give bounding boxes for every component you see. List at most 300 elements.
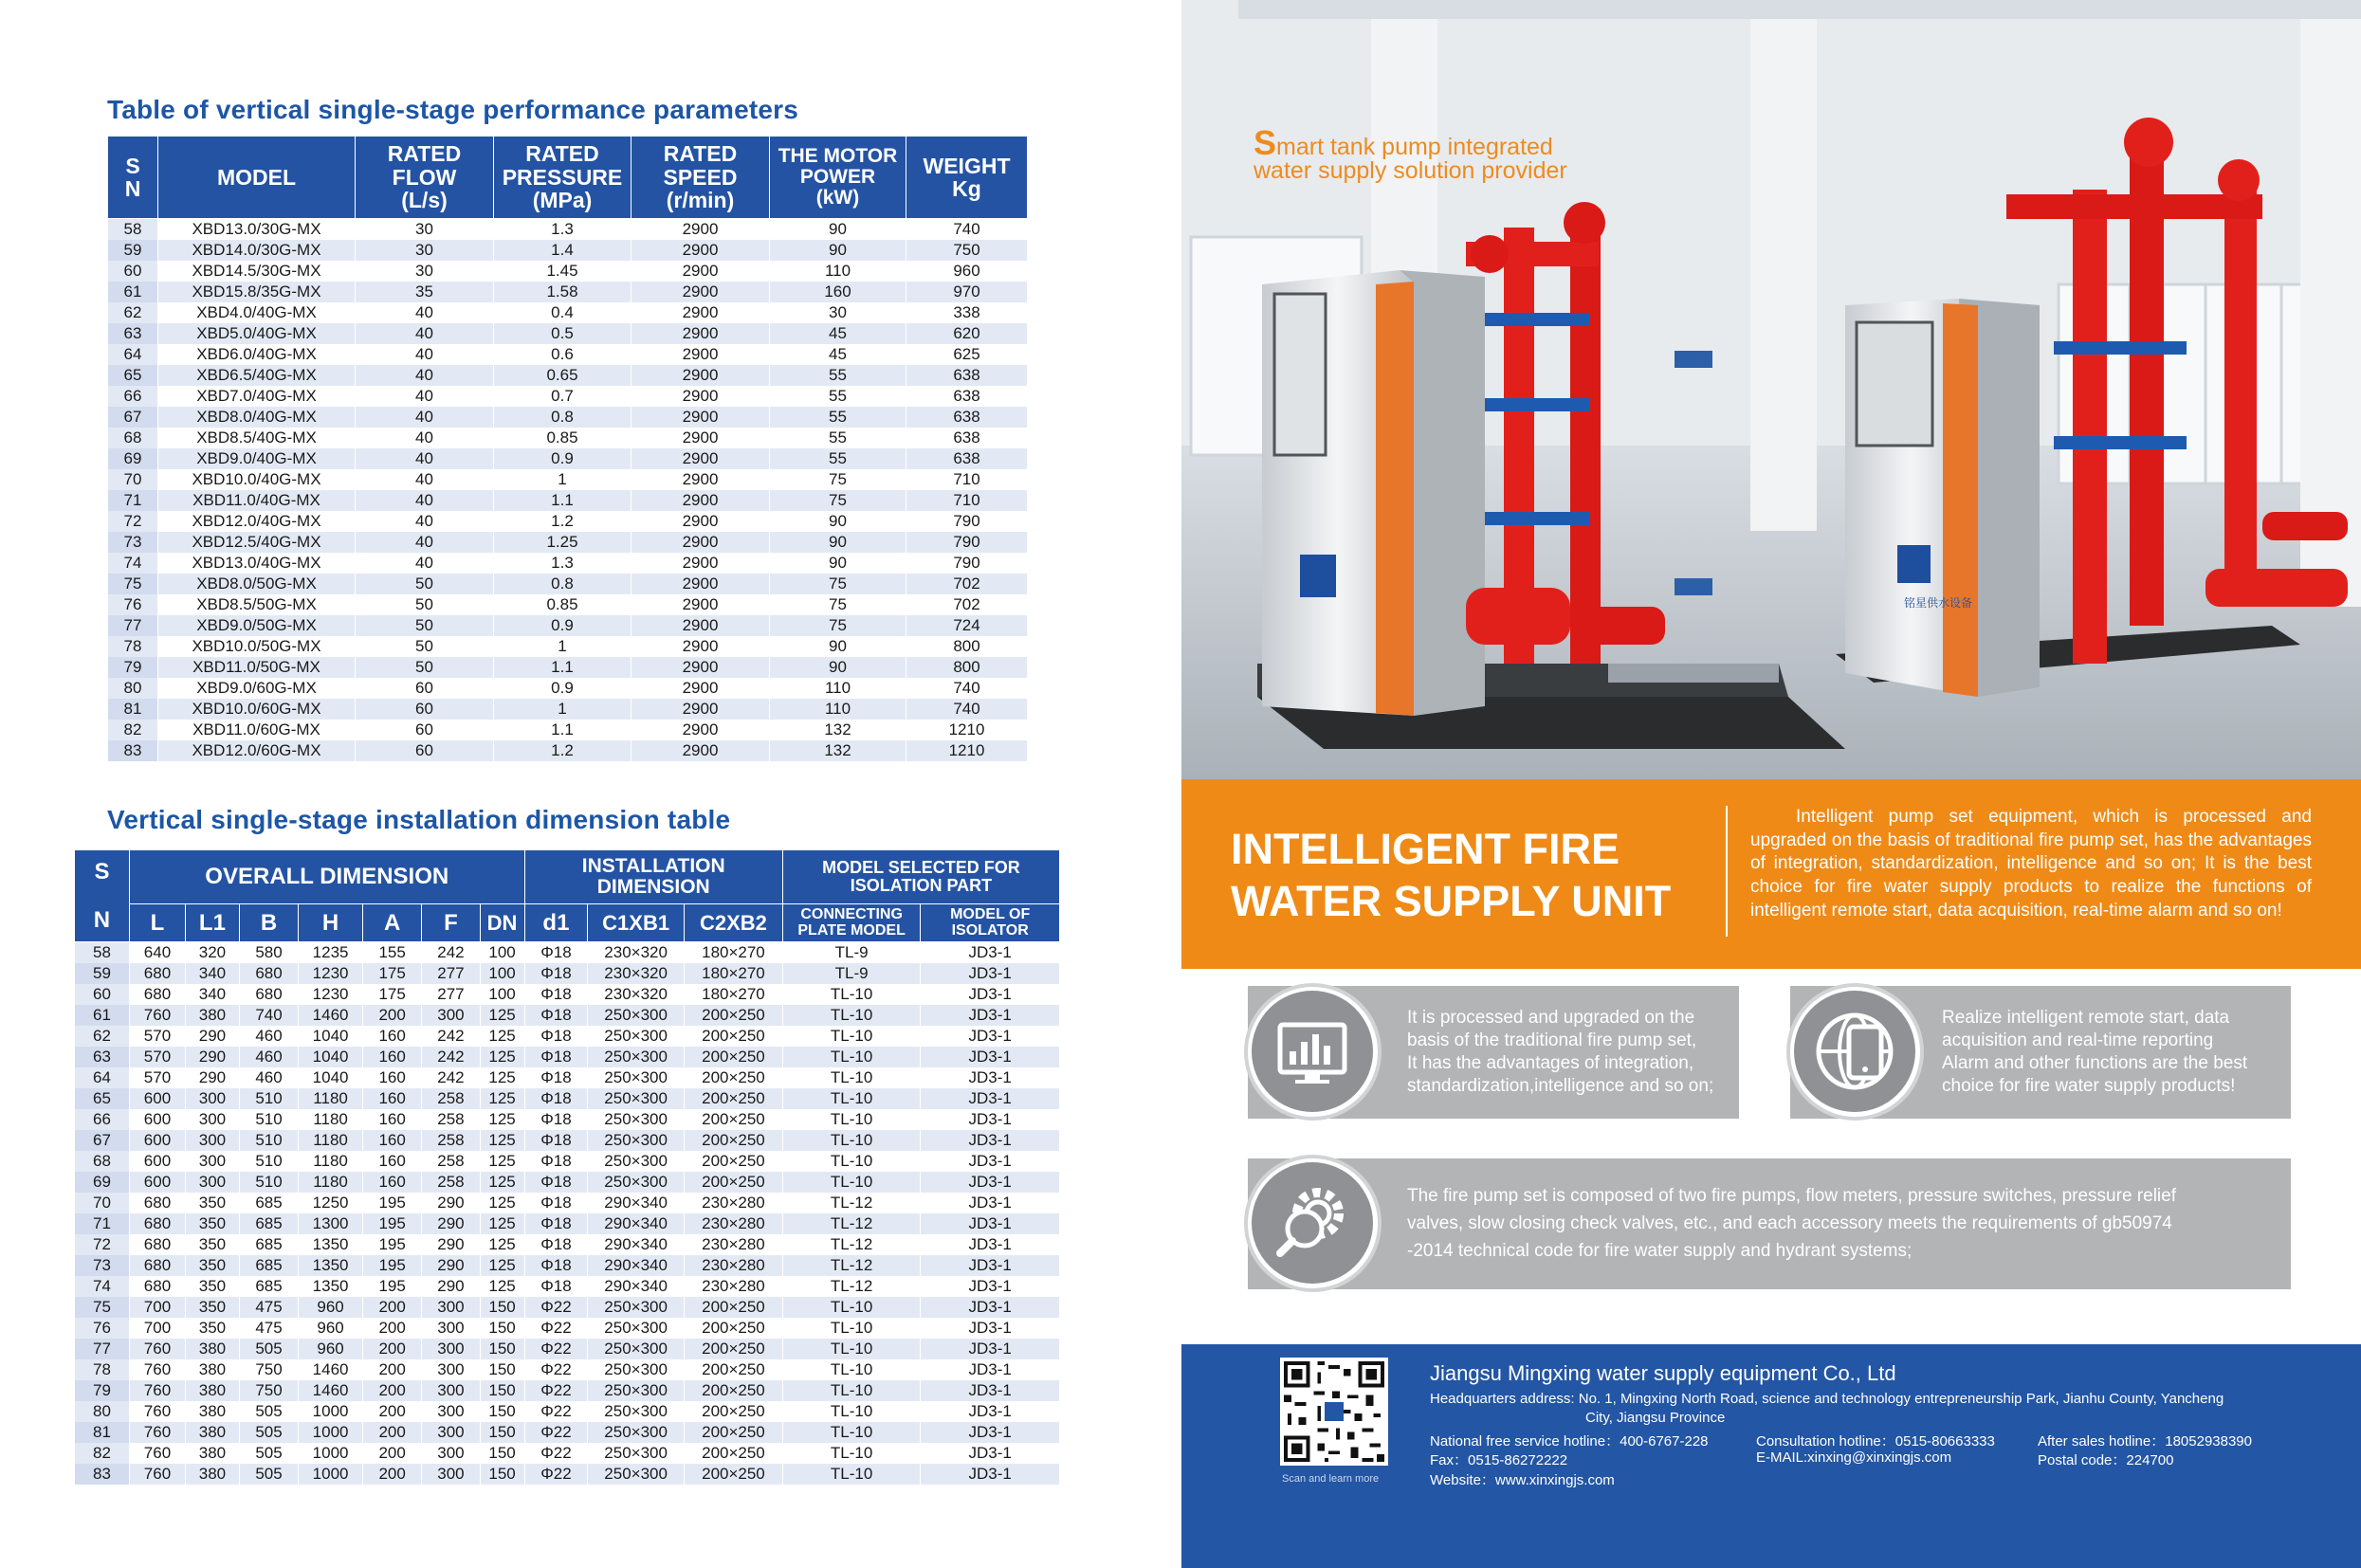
cell-C2XB2: 200×250 — [684, 1088, 782, 1109]
cell-power: 55 — [770, 365, 906, 386]
table-row — [108, 574, 1028, 594]
cell-C2XB2: 230×280 — [684, 1193, 782, 1213]
cell-C1XB1: 250×300 — [588, 1005, 685, 1026]
table-row — [75, 963, 1060, 984]
cell-sn: 81 — [108, 699, 158, 720]
feature-3-text: The fire pump set is composed of two fire pumps, flow meters, pressure switches, pressure relief valves, slow closing check valves, etc., and each accessory meets the requirements of gb50974 -2014 technical code for fire water supply and hydrant systems; — [1407, 1186, 2176, 1261]
cell-weight: 638 — [906, 428, 1028, 448]
cell-sn: 65 — [75, 1088, 130, 1109]
table-row — [75, 1088, 1060, 1109]
cell-B: 505 — [239, 1464, 298, 1485]
cell-B: 505 — [239, 1339, 298, 1359]
cell-power: 160 — [770, 282, 906, 302]
cell-sn: 77 — [108, 615, 158, 636]
cell-B: 510 — [239, 1088, 298, 1109]
table-row — [108, 219, 1028, 240]
cell-F: 300 — [422, 1422, 480, 1443]
cell-L: 680 — [129, 963, 185, 984]
cell-power: 75 — [770, 615, 906, 636]
cell-weight: 702 — [906, 594, 1028, 615]
cell-d1: Φ18 — [524, 1234, 588, 1255]
cell-A: 160 — [362, 1047, 421, 1067]
cell-flow: 40 — [356, 407, 494, 428]
cell-power: 55 — [770, 448, 906, 469]
cell-C1XB1: 250×300 — [588, 1088, 685, 1109]
cell-F: 277 — [422, 963, 480, 984]
cell-L: 680 — [129, 1255, 185, 1276]
cell-pressure: 1.1 — [494, 720, 631, 740]
cell-pressure: 0.85 — [494, 594, 631, 615]
cell-pressure: 0.4 — [494, 302, 631, 323]
cell-H: 1460 — [299, 1005, 363, 1026]
cell-d1: Φ22 — [524, 1401, 588, 1422]
cell-model: XBD11.0/60G-MX — [158, 720, 356, 740]
cell-d1: Φ22 — [524, 1380, 588, 1401]
cell-B: 505 — [239, 1401, 298, 1422]
cell-C1XB1: 250×300 — [588, 1318, 685, 1339]
cell-model: XBD12.0/40G-MX — [158, 511, 356, 532]
table-row — [75, 1234, 1060, 1255]
email-link[interactable]: E-MAIL:xinxing@xinxingjs.com — [1756, 1449, 1952, 1466]
cell-sn: 82 — [75, 1443, 130, 1464]
cell-power: 90 — [770, 532, 906, 553]
cell-B: 680 — [239, 984, 298, 1005]
table-row — [108, 511, 1028, 532]
cell-C1XB1: 250×300 — [588, 1172, 685, 1193]
cell-C2XB2: 180×270 — [684, 963, 782, 984]
cell-speed: 2900 — [631, 448, 770, 469]
cell-weight: 740 — [906, 219, 1028, 240]
cell-d1: Φ22 — [524, 1443, 588, 1464]
cell-plate-model: TL-12 — [782, 1234, 920, 1255]
cell-L1: 380 — [186, 1422, 240, 1443]
cell-d1: Φ22 — [524, 1359, 588, 1380]
cell-DN: 125 — [480, 1005, 524, 1026]
cell-model: XBD11.0/40G-MX — [158, 490, 356, 511]
cell-L1: 380 — [186, 1443, 240, 1464]
cell-L1: 340 — [186, 984, 240, 1005]
cell-L: 760 — [129, 1005, 185, 1026]
cell-sn: 66 — [108, 386, 158, 407]
cell-sn: 64 — [75, 1067, 130, 1088]
cell-isolator: JD3-1 — [921, 1026, 1060, 1047]
cell-weight: 638 — [906, 407, 1028, 428]
remote-phone-icon — [1786, 983, 1924, 1121]
table-row — [75, 1297, 1060, 1318]
cell-sn: 80 — [108, 678, 158, 699]
cell-F: 300 — [422, 1359, 480, 1380]
table-row — [108, 615, 1028, 636]
cell-DN: 125 — [480, 1026, 524, 1047]
cell-sn: 62 — [75, 1026, 130, 1047]
cell-sn: 80 — [75, 1401, 130, 1422]
cell-DN: 125 — [480, 1193, 524, 1213]
cell-L: 760 — [129, 1422, 185, 1443]
cell-L: 600 — [129, 1172, 185, 1193]
table-row — [108, 386, 1028, 407]
cell-F: 300 — [422, 1401, 480, 1422]
cell-C2XB2: 200×250 — [684, 1422, 782, 1443]
cell-power: 90 — [770, 219, 906, 240]
cell-model: XBD7.0/40G-MX — [158, 386, 356, 407]
cell-C1XB1: 250×300 — [588, 1401, 685, 1422]
cell-L: 760 — [129, 1339, 185, 1359]
cell-pressure: 1.4 — [494, 240, 631, 261]
cell-pressure: 1.58 — [494, 282, 631, 302]
cell-L: 700 — [129, 1297, 185, 1318]
cell-flow: 50 — [356, 657, 494, 678]
cell-sn: 59 — [75, 963, 130, 984]
cell-C1XB1: 250×300 — [588, 1151, 685, 1172]
cell-L1: 350 — [186, 1276, 240, 1297]
cell-plate-model: TL-10 — [782, 1151, 920, 1172]
cell-sn: 67 — [75, 1130, 130, 1151]
cell-DN: 100 — [480, 942, 524, 963]
cell-sn: 81 — [75, 1422, 130, 1443]
cell-sn: 75 — [75, 1297, 130, 1318]
cell-L1: 380 — [186, 1401, 240, 1422]
cell-flow: 60 — [356, 720, 494, 740]
col-sn: S N — [108, 137, 158, 219]
cell-B: 505 — [239, 1443, 298, 1464]
cell-C2XB2: 200×250 — [684, 1318, 782, 1339]
cell-DN: 150 — [480, 1443, 524, 1464]
cell-sn: 72 — [108, 511, 158, 532]
table-row — [75, 1339, 1060, 1359]
cell-C2XB2: 200×250 — [684, 1401, 782, 1422]
cell-d1: Φ18 — [524, 1047, 588, 1067]
cell-L: 640 — [129, 942, 185, 963]
cell-DN: 150 — [480, 1422, 524, 1443]
cell-d1: Φ18 — [524, 1088, 588, 1109]
cell-speed: 2900 — [631, 678, 770, 699]
cell-plate-model: TL-12 — [782, 1255, 920, 1276]
cell-power: 55 — [770, 428, 906, 448]
table-row — [108, 720, 1028, 740]
col-F: F — [422, 904, 480, 942]
cell-DN: 125 — [480, 1151, 524, 1172]
cell-B: 510 — [239, 1151, 298, 1172]
cell-C1XB1: 250×300 — [588, 1130, 685, 1151]
cell-sn: 58 — [108, 219, 158, 240]
cell-speed: 2900 — [631, 344, 770, 365]
cell-isolator: JD3-1 — [921, 1401, 1060, 1422]
cell-L1: 380 — [186, 1464, 240, 1485]
table-row — [108, 448, 1028, 469]
cell-sn: 58 — [75, 942, 130, 963]
cell-L1: 340 — [186, 963, 240, 984]
cell-plate-model: TL-10 — [782, 1464, 920, 1485]
company-name: Jiangsu Mingxing water supply equipment Co., Ltd — [1430, 1361, 1896, 1385]
cell-plate-model: TL-9 — [782, 942, 920, 963]
table-row — [75, 1213, 1060, 1234]
cell-C1XB1: 250×300 — [588, 1443, 685, 1464]
cell-B: 460 — [239, 1026, 298, 1047]
cell-C1XB1: 250×300 — [588, 1047, 685, 1067]
cell-pressure: 1 — [494, 469, 631, 490]
cell-B: 505 — [239, 1422, 298, 1443]
cell-B: 740 — [239, 1005, 298, 1026]
cell-flow: 60 — [356, 740, 494, 761]
cell-L: 600 — [129, 1109, 185, 1130]
cell-DN: 125 — [480, 1088, 524, 1109]
cell-speed: 2900 — [631, 511, 770, 532]
cell-B: 475 — [239, 1297, 298, 1318]
col-B: B — [239, 904, 298, 942]
cell-L: 760 — [129, 1443, 185, 1464]
cell-DN: 150 — [480, 1318, 524, 1339]
cell-weight: 710 — [906, 490, 1028, 511]
cell-weight: 625 — [906, 344, 1028, 365]
cell-plate-model: TL-10 — [782, 984, 920, 1005]
cell-model: XBD10.0/50G-MX — [158, 636, 356, 657]
table-row — [75, 1443, 1060, 1464]
table-row — [75, 1193, 1060, 1213]
cell-F: 290 — [422, 1234, 480, 1255]
cell-pressure: 1.2 — [494, 511, 631, 532]
cell-C2XB2: 180×270 — [684, 942, 782, 963]
cell-H: 1350 — [299, 1255, 363, 1276]
cell-F: 277 — [422, 984, 480, 1005]
consultation-hotline: Consultation hotline：0515-80663333 — [1756, 1433, 1995, 1449]
cell-A: 160 — [362, 1172, 421, 1193]
cell-isolator: JD3-1 — [921, 1276, 1060, 1297]
cell-plate-model: TL-12 — [782, 1213, 920, 1234]
cell-B: 685 — [239, 1276, 298, 1297]
cell-isolator: JD3-1 — [921, 1359, 1060, 1380]
cell-DN: 125 — [480, 1047, 524, 1067]
table-row — [108, 490, 1028, 511]
cell-model: XBD10.0/60G-MX — [158, 699, 356, 720]
cell-DN: 150 — [480, 1339, 524, 1359]
cell-sn: 59 — [108, 240, 158, 261]
cell-model: XBD8.0/40G-MX — [158, 407, 356, 428]
col-DN: DN — [480, 904, 524, 942]
cell-sn: 65 — [108, 365, 158, 386]
cell-speed: 2900 — [631, 240, 770, 261]
cell-C1XB1: 250×300 — [588, 1359, 685, 1380]
website-link[interactable]: Website：www.xinxingjs.com — [1430, 1472, 1615, 1488]
cell-plate-model: TL-10 — [782, 1067, 920, 1088]
cell-isolator: JD3-1 — [921, 1005, 1060, 1026]
cell-speed: 2900 — [631, 574, 770, 594]
cell-C2XB2: 200×250 — [684, 1443, 782, 1464]
cell-F: 300 — [422, 1443, 480, 1464]
cell-sn: 74 — [75, 1276, 130, 1297]
cell-C2XB2: 230×280 — [684, 1255, 782, 1276]
cell-weight: 960 — [906, 261, 1028, 282]
table-row — [75, 1026, 1060, 1047]
cell-DN: 150 — [480, 1380, 524, 1401]
cell-pressure: 0.9 — [494, 448, 631, 469]
table-row — [108, 261, 1028, 282]
intro-banner — [1181, 779, 2361, 969]
cell-flow: 40 — [356, 323, 494, 344]
table-row — [75, 1464, 1060, 1485]
cell-speed: 2900 — [631, 261, 770, 282]
feature-1-text: It is processed and upgraded on the basis of the traditional fire pump set, It has the advantages of integration, standardization,intelligence and so on; — [1407, 1008, 1714, 1096]
table-row — [108, 657, 1028, 678]
cell-weight: 710 — [906, 469, 1028, 490]
cell-sn: 73 — [108, 532, 158, 553]
cell-flow: 40 — [356, 469, 494, 490]
cell-isolator: JD3-1 — [921, 1422, 1060, 1443]
cell-C1XB1: 250×300 — [588, 1026, 685, 1047]
cell-C1XB1: 250×300 — [588, 1380, 685, 1401]
cell-flow: 30 — [356, 261, 494, 282]
table-row — [108, 428, 1028, 448]
cell-L1: 290 — [186, 1067, 240, 1088]
cell-C1XB1: 230×320 — [588, 984, 685, 1005]
cell-C1XB1: 290×340 — [588, 1213, 685, 1234]
banner-title: INTELLIGENT FIRE WATER SUPPLY UNIT — [1231, 825, 1672, 925]
cell-model: XBD8.0/50G-MX — [158, 574, 356, 594]
cell-model: XBD12.0/60G-MX — [158, 740, 356, 761]
cell-isolator: JD3-1 — [921, 1380, 1060, 1401]
cell-speed: 2900 — [631, 720, 770, 740]
cell-model: XBD15.8/35G-MX — [158, 282, 356, 302]
cell-sn: 73 — [75, 1255, 130, 1276]
cell-speed: 2900 — [631, 428, 770, 448]
performance-table-title: Table of vertical single-stage performance parameters — [107, 95, 799, 124]
gear-magnifier-icon — [1244, 1155, 1382, 1292]
cell-power: 75 — [770, 574, 906, 594]
cell-plate-model: TL-10 — [782, 1130, 920, 1151]
cell-flow: 40 — [356, 344, 494, 365]
cell-isolator: JD3-1 — [921, 1067, 1060, 1088]
cell-H: 1350 — [299, 1234, 363, 1255]
cell-L: 680 — [129, 1213, 185, 1234]
qr-code[interactable] — [1280, 1358, 1388, 1466]
cell-sn: 74 — [108, 553, 158, 574]
cell-C1XB1: 290×340 — [588, 1193, 685, 1213]
cell-C1XB1: 230×320 — [588, 963, 685, 984]
cell-pressure: 1 — [494, 636, 631, 657]
cell-isolator: JD3-1 — [921, 1151, 1060, 1172]
cell-H: 1000 — [299, 1443, 363, 1464]
cell-C1XB1: 290×340 — [588, 1255, 685, 1276]
cell-L: 760 — [129, 1380, 185, 1401]
cell-H: 1040 — [299, 1026, 363, 1047]
cell-H: 1180 — [299, 1130, 363, 1151]
cell-C2XB2: 200×250 — [684, 1047, 782, 1067]
cell-isolator: JD3-1 — [921, 1213, 1060, 1234]
cell-d1: Φ18 — [524, 1130, 588, 1151]
cell-d1: Φ22 — [524, 1422, 588, 1443]
cell-sn: 61 — [108, 282, 158, 302]
table-row — [75, 1359, 1060, 1380]
cell-C2XB2: 230×280 — [684, 1276, 782, 1297]
cell-speed: 2900 — [631, 699, 770, 720]
right-page — [1181, 0, 2361, 1568]
cell-H: 960 — [299, 1318, 363, 1339]
company-footer — [1181, 1344, 2361, 1568]
cell-sn: 77 — [75, 1339, 130, 1359]
cell-H: 1230 — [299, 984, 363, 1005]
table-row — [75, 1151, 1060, 1172]
cell-F: 258 — [422, 1130, 480, 1151]
cell-pressure: 0.8 — [494, 574, 631, 594]
cell-flow: 40 — [356, 302, 494, 323]
cell-B: 510 — [239, 1109, 298, 1130]
cell-speed: 2900 — [631, 365, 770, 386]
cell-flow: 60 — [356, 699, 494, 720]
banner-text: Intelligent pump set equipment, which is processed and upgraded on the basis of traditional fire pump set, has the advantages of integration, standardization, intelligence and so on; It is the best choice for fire water supply products to realize the functions of intelligent remote start, data acquisition, real-time alarm and so on! — [1750, 807, 2312, 921]
cell-power: 75 — [770, 490, 906, 511]
cell-A: 160 — [362, 1130, 421, 1151]
table-row — [108, 365, 1028, 386]
cell-B: 510 — [239, 1172, 298, 1193]
cell-d1: Φ18 — [524, 1276, 588, 1297]
cell-isolator: JD3-1 — [921, 1234, 1060, 1255]
cell-flow: 30 — [356, 219, 494, 240]
cell-power: 110 — [770, 678, 906, 699]
cell-sn: 83 — [108, 740, 158, 761]
cell-pressure: 0.65 — [494, 365, 631, 386]
cell-isolator: JD3-1 — [921, 1193, 1060, 1213]
cell-sn: 82 — [108, 720, 158, 740]
table-row — [108, 553, 1028, 574]
cell-isolator: JD3-1 — [921, 1130, 1060, 1151]
cell-DN: 100 — [480, 963, 524, 984]
cell-speed: 2900 — [631, 594, 770, 615]
cell-H: 1040 — [299, 1047, 363, 1067]
cell-model: XBD13.0/40G-MX — [158, 553, 356, 574]
cell-sn: 62 — [108, 302, 158, 323]
cell-C2XB2: 180×270 — [684, 984, 782, 1005]
cell-pressure: 0.6 — [494, 344, 631, 365]
cell-power: 45 — [770, 323, 906, 344]
cell-plate-model: TL-10 — [782, 1005, 920, 1026]
cell-flow: 60 — [356, 678, 494, 699]
cell-DN: 125 — [480, 1234, 524, 1255]
cell-flow: 40 — [356, 365, 494, 386]
cell-d1: Φ22 — [524, 1464, 588, 1485]
cell-power: 90 — [770, 511, 906, 532]
cell-A: 200 — [362, 1359, 421, 1380]
col-connecting-plate-model: CONNECTING PLATE MODEL — [782, 904, 920, 942]
cell-plate-model: TL-10 — [782, 1318, 920, 1339]
cell-pressure: 1.25 — [494, 532, 631, 553]
cell-speed: 2900 — [631, 657, 770, 678]
cell-isolator: JD3-1 — [921, 1088, 1060, 1109]
cell-C2XB2: 230×280 — [684, 1213, 782, 1234]
feature-card-3 — [1248, 1158, 2291, 1289]
cell-C1XB1: 250×300 — [588, 1067, 685, 1088]
cell-d1: Φ18 — [524, 1151, 588, 1172]
cell-sn: 78 — [75, 1359, 130, 1380]
cell-power: 30 — [770, 302, 906, 323]
cell-C2XB2: 200×250 — [684, 1297, 782, 1318]
cell-sn: 63 — [75, 1047, 130, 1067]
cell-sn: 63 — [108, 323, 158, 344]
cell-B: 580 — [239, 942, 298, 963]
cell-d1: Φ18 — [524, 1109, 588, 1130]
cell-d1: Φ18 — [524, 1172, 588, 1193]
cell-sn: 68 — [108, 428, 158, 448]
cell-sn: 78 — [108, 636, 158, 657]
table-row — [108, 344, 1028, 365]
cell-H: 1460 — [299, 1359, 363, 1380]
cell-F: 290 — [422, 1193, 480, 1213]
cell-L: 600 — [129, 1130, 185, 1151]
cell-L: 570 — [129, 1067, 185, 1088]
cell-power: 110 — [770, 699, 906, 720]
cell-H: 1000 — [299, 1464, 363, 1485]
cell-pressure: 1.1 — [494, 657, 631, 678]
cell-A: 200 — [362, 1005, 421, 1026]
cell-plate-model: TL-10 — [782, 1443, 920, 1464]
